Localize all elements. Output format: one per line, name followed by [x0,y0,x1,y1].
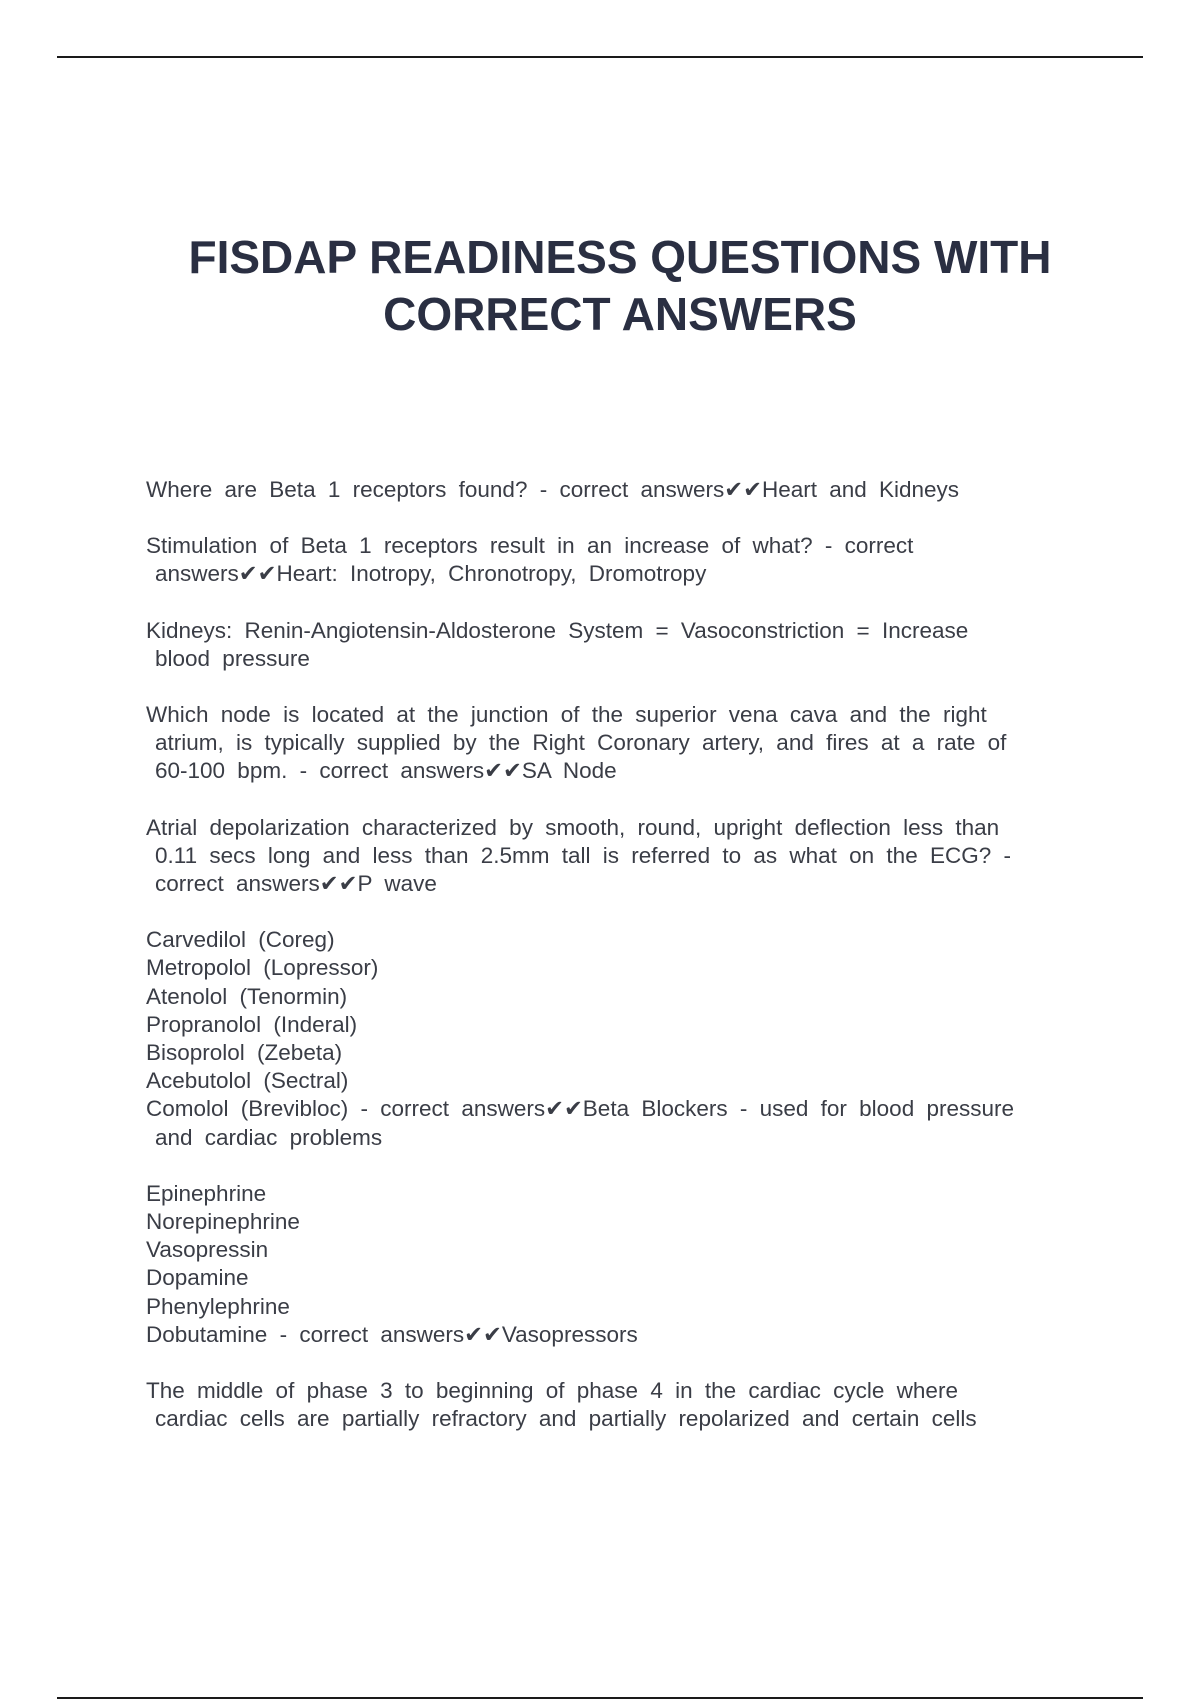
text-line: correct answers✔✔P wave [155,871,437,897]
text-line: atrium, is typically supplied by the Right Coronary artery, and fires at a rate of [155,730,1007,756]
text-line: Carvedilol (Coreg) [146,927,335,953]
text-line: Comolol (Brevibloc) - correct answers✔✔Beta Blockers - used for blood pressure [146,1096,1015,1122]
text-line: Stimulation of Beta 1 receptors result in an increase of what? - correct [146,533,914,559]
text-line: Vasopressin [146,1237,269,1263]
qa-item [146,926,1086,1152]
text-line: Atenolol (Tenormin) [146,983,348,1009]
title-line-1: FISDAP READINESS QUESTIONS WITH [188,231,1052,283]
bottom-rule [57,1697,1143,1699]
text-line: Norepinephrine [146,1209,300,1235]
text-line: Phenylephrine [146,1293,290,1319]
qa-item [146,701,1086,786]
qa-item [146,814,1086,899]
text-line: Dopamine [146,1265,249,1291]
text-line: cardiac cells are partially refractory and partially repolarized and certain cells [155,1406,977,1432]
qa-item [146,1180,1086,1349]
text-line: and cardiac problems [155,1124,383,1150]
text-line: Acebutolol (Sectral) [146,1068,349,1094]
text-line: Epinephrine [146,1180,267,1206]
text-line: Where are Beta 1 receptors found? - correct answers✔✔Heart and Kidneys [146,477,960,502]
text-line: The middle of phase 3 to beginning of phase 4 in the cardiac cycle where [146,1378,958,1404]
text-line: 0.11 secs long and less than 2.5mm tall is referred to as what on the ECG? - [155,842,1011,868]
top-rule [57,56,1143,58]
qa-item [146,476,1086,504]
qa-item [146,532,1086,588]
text-line: 60-100 bpm. - correct answers✔✔SA Node [155,758,617,784]
text-line: Which node is located at the junction of the superior vena cava and the right [146,702,987,728]
qa-item [146,617,1086,673]
text-line: Kidneys: Renin-Angiotensin-Aldosterone System = Vasoconstriction = Increase [146,617,969,643]
document-body [146,476,1086,1433]
text-line: Bisoprolol (Zebeta) [146,1040,343,1066]
title-line-2: CORRECT ANSWERS [383,288,857,340]
text-line: Metropolol (Lopressor) [146,955,379,981]
text-line: Atrial depolarization characterized by smooth, round, upright deflection less than [146,814,1000,840]
text-line: answers✔✔Heart: Inotropy, Chronotropy, Dromotropy [155,561,707,587]
document-title [100,229,1140,343]
text-line: Dobutamine - correct answers✔✔Vasopressors [146,1321,638,1347]
text-line: blood pressure [155,645,310,671]
text-line: Propranolol (Inderal) [146,1011,358,1037]
qa-item [146,1377,1086,1433]
